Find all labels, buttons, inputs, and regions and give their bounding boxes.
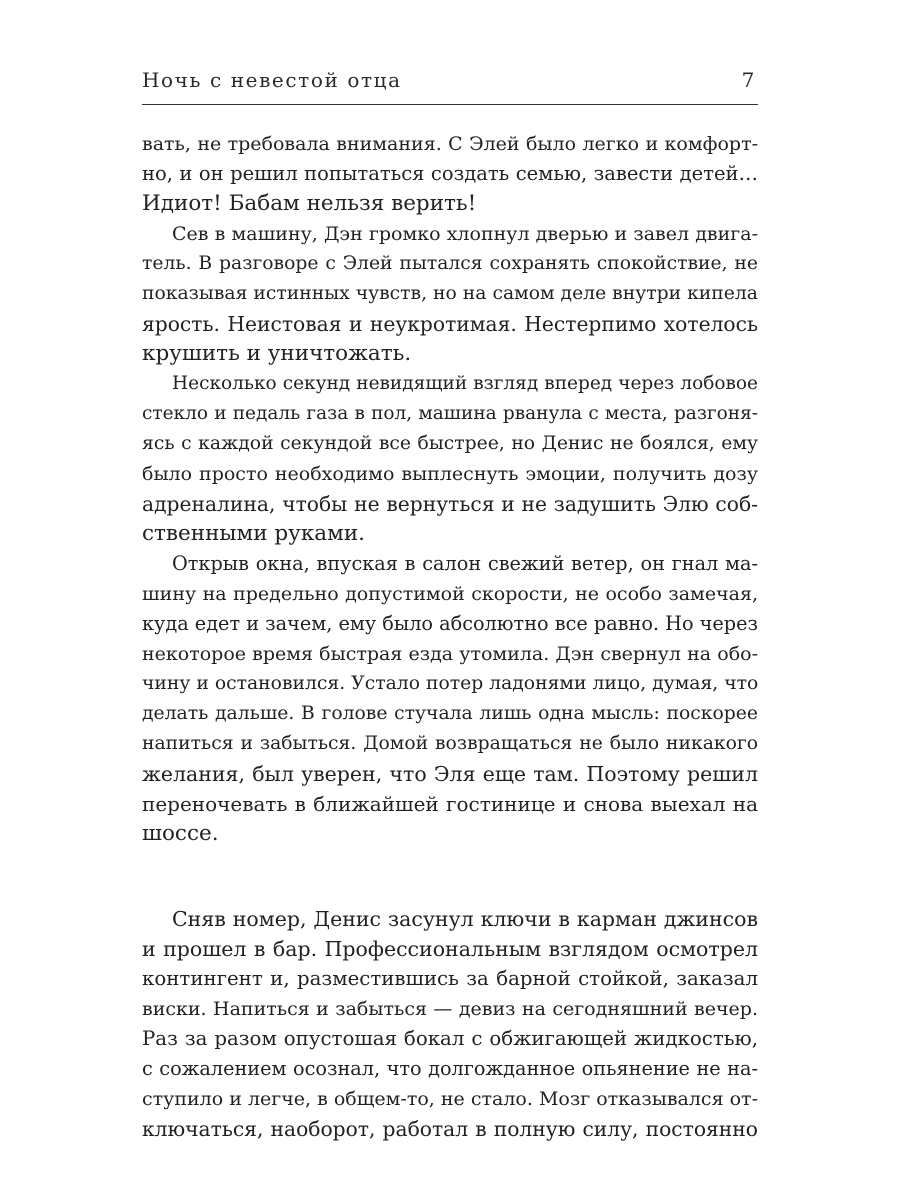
header-rule xyxy=(142,104,758,105)
text-line: было просто необходимо выплеснуть эмоции, получить дозу xyxy=(142,463,758,485)
text-line: адреналина, чтобы не вернуться и не задушить Элю соб- xyxy=(142,492,758,516)
text-line: ственными руками. xyxy=(142,521,365,546)
text-line: Идиот! Бабам нельзя верить! xyxy=(142,191,477,216)
text-line: Открыв окна, впуская в салон свежий ветер, он гнал ма- xyxy=(172,552,758,575)
text-line: ступило и легче, в общем-то, не стало. Мозг отказывался от- xyxy=(142,1088,758,1110)
text-line: переночевать в ближайшей гостинице и снова выехал на xyxy=(142,792,758,816)
text-line: желания, был уверен, что Эля еще там. Поэтому решил xyxy=(142,762,758,786)
paragraph xyxy=(142,369,758,549)
paragraph xyxy=(142,904,758,1144)
text-line: контингент и, разместившись за барной стойкой, заказал xyxy=(142,967,758,990)
text-line: чину и остановился. Устало потер ладонями лицо, думая, что xyxy=(142,673,759,694)
text-line: тель. В разговоре с Элей пытался сохранять спокойствие, не xyxy=(142,253,758,274)
paragraph xyxy=(142,549,758,849)
text-line: показывая истинных чувств, но на самом деле внутри кипела xyxy=(142,283,758,304)
text-line: вать, не требовала внимания. С Элей было легко и комфорт- xyxy=(142,133,758,155)
text-line: ключаться, наоборот, работал в полную силу, постоянно xyxy=(142,1117,758,1141)
text-line: с сожалением осознал, что долгожданное опьянение не на- xyxy=(142,1057,758,1080)
text-line: ярость. Неистовая и неукротимая. Нестерпимо хотелось xyxy=(142,312,758,336)
text-line: стекло и педаль газа в пол, машина рванула с места, разгоня- xyxy=(142,403,758,424)
text-line: и прошел в бар. Профессиональным взглядом осмотрел xyxy=(142,937,758,961)
body-text xyxy=(142,129,758,1144)
text-line: шину на предельно допустимой скорости, не особо замечая, xyxy=(142,583,758,605)
text-line: напиться и забыться. Домой возвращаться не было никакого xyxy=(142,733,758,754)
text-line: некоторое время быстрая езда утомила. Дэн свернул на обо- xyxy=(142,643,758,665)
text-line: но, и он решил попытаться создать семью, завести детей… xyxy=(142,162,758,185)
section-break xyxy=(142,849,758,904)
text-line: Сняв номер, Денис засунул ключи в карман джинсов xyxy=(172,907,758,931)
text-line: виски. Напиться и забыться — девиз на сегодняшний вечер. xyxy=(142,998,758,1020)
paragraph xyxy=(142,129,758,219)
book-title: Ночь с невестой отца xyxy=(142,68,402,92)
text-line: Сев в машину, Дэн громко хлопнул дверью и завел двига- xyxy=(172,223,758,245)
text-line: крушить и уничтожать. xyxy=(142,341,412,366)
page-number: 7 xyxy=(741,68,756,92)
running-header xyxy=(142,68,758,98)
text-line: шоссе. xyxy=(142,821,219,846)
text-line: ясь с каждой секундой все быстрее, но Денис не боялся, ему xyxy=(142,433,758,454)
text-line: Раз за разом опустошая бокал с обжигающей жидкостью, xyxy=(142,1027,758,1050)
paragraph xyxy=(142,219,758,369)
text-line: Несколько секунд невидящий взгляд вперед через лобовое xyxy=(172,373,758,394)
text-line: куда едет и зачем, ему было абсолютно все равно. Но через xyxy=(142,612,758,635)
text-line: делать дальше. В голове стучала лишь одна мысль: поскорее xyxy=(142,703,758,724)
